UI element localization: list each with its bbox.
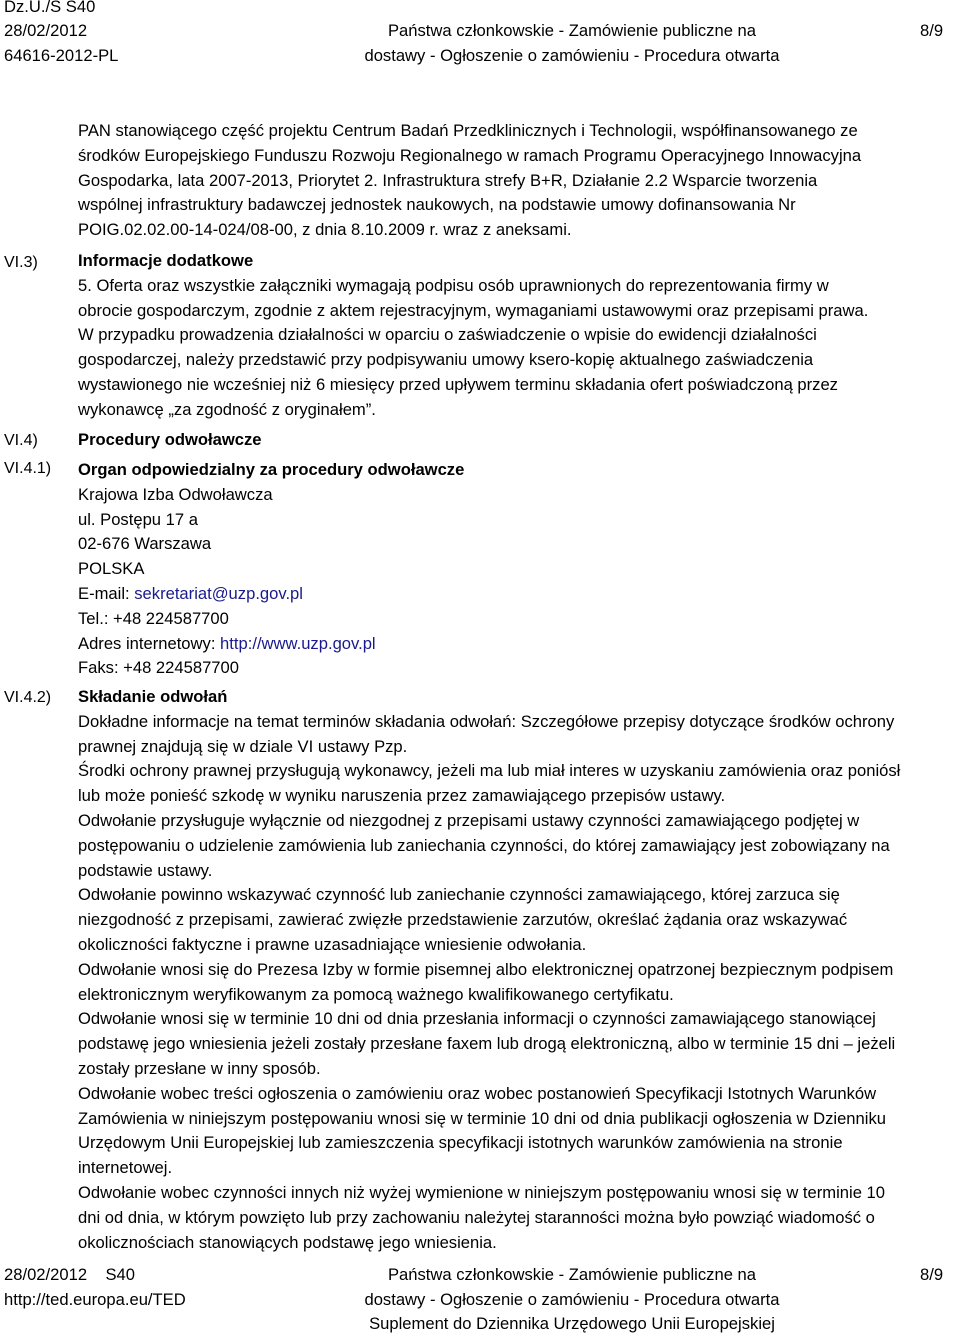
- phone: Tel.: +48 224587700: [78, 608, 229, 628]
- fax: Faks: +48 224587700: [78, 658, 239, 678]
- intro-paragraph: [78, 119, 958, 243]
- text-line: W przypadku prowadzenia działalności w oparciu o zaświadczenie o wpisie do ewidencji działalności: [78, 325, 817, 345]
- text-line: podstawie ustawy.: [78, 860, 213, 880]
- footer-title-line3: Suplement do Dziennika Urzędowego Unii Europejskiej: [369, 1314, 775, 1333]
- text-line: Odwołanie wobec treści ogłoszenia o zamówieniu oraz wobec postanowień Specyfikacji Istotnych Warunków: [78, 1083, 877, 1103]
- text-line: Środki ochrony prawnej przysługują wykonawcy, jeżeli ma lub miał interes w uzyskaniu zamówienia oraz poniósł: [78, 761, 901, 781]
- section-vi41: [78, 458, 958, 681]
- section-vi3: [78, 249, 958, 423]
- section-heading: Składanie odwołań: [78, 687, 228, 706]
- text-line: prawnej znajdują się w dziale VI ustawy Pzp.: [78, 736, 408, 756]
- text-line: Odwołanie wnosi się do Prezesa Izby w formie pisemnej albo elektronicznej opatrzonej bezpiecznym podpisem: [78, 959, 894, 979]
- section-vi42: [78, 685, 958, 1255]
- header-title-line2: dostawy - Ogłoszenie o zamówieniu - Procedura otwarta: [364, 46, 780, 65]
- text-line: internetowej.: [78, 1158, 173, 1178]
- intro-line: wspólnej infrastruktury badawczej jednostek naukowych, na podstawie umowy dofinansowania Nr: [78, 195, 796, 215]
- text-line: Dokładne informacje na temat terminów składania odwołań: Szczegółowe przepisy dotyczące środków ochrony: [78, 711, 895, 731]
- text-line: postępowaniu o udzielenie zamówienia lub zaniechania czynności, do której zamawiający jest zobowiązany na: [78, 835, 890, 855]
- text-line: okoliczności faktyczne i prawne uzasadniające wniesienie odwołania.: [78, 934, 587, 954]
- street-address: ul. Postępu 17 a: [78, 509, 198, 529]
- text-line: obrocie gospodarczym, zgodnie z aktem rejestracyjnym, wymaganiami ustawowymi oraz przepisami prawa.: [78, 300, 869, 320]
- intro-line: POIG.02.02.00-14-024/08-00, z dnia 8.10.2009 r. wraz z aneksami.: [78, 220, 572, 240]
- footer-date-code: 28/02/2012 S40: [4, 1265, 136, 1284]
- text-line: zostały przesłane w inny sposób.: [78, 1058, 321, 1078]
- email-row: [78, 582, 958, 607]
- text-line: wystawionego nie wcześniej niż 6 miesięcy przed upływem terminu składania ofert poświadczoną przez: [78, 374, 838, 394]
- header-title-line1: Państwa członkowskie - Zamówienie publiczne na: [387, 21, 756, 40]
- text-line: Odwołanie przysługuje wyłącznie od niezgodnej z przepisami ustawy czynności zamawiającego podjętej w: [78, 810, 860, 830]
- footer-title-line1: Państwa członkowskie - Zamówienie publiczne na: [387, 1265, 756, 1284]
- text-line: podstawę jego wniesienia jeżeli zostały przesłane faxem lub drogą elektroniczną, albo w terminie 15 dni – jeżeli: [78, 1034, 896, 1054]
- intro-line: środków Europejskiego Funduszu Rozwoju Regionalnego w ramach Programu Operacyjnego Innowacyjna: [78, 145, 862, 165]
- journal-ref: Dz.U./S S40: [4, 0, 96, 16]
- section-vi4: [78, 428, 958, 453]
- text-line: Urzędowym Unii Europejskiej lub zamieszczenia specyfikacji istotnych warunków zamówienia na stronie: [78, 1133, 843, 1153]
- footer-page-number: 8/9: [920, 1265, 944, 1284]
- web-row: [78, 632, 958, 657]
- text-line: 5. Oferta oraz wszystkie załączniki wymagają podpisu osób uprawnionych do reprezentowania firmy w: [78, 275, 829, 295]
- intro-line: PAN stanowiącego część projektu Centrum Badań Przedklinicznych i Technologii, współfinansowanego ze: [78, 121, 858, 140]
- text-line: okolicznościach stanowiących podstawę jego wniesienia.: [78, 1232, 497, 1252]
- section-number-vi4: VI.4): [4, 432, 38, 449]
- text-line: lub może ponieść szkodę w wyniku naruszenia przez zamawiającego przepisów ustawy.: [78, 786, 726, 806]
- section-number-vi41: VI.4.1): [4, 460, 52, 477]
- text-line: elektronicznym weryfikowanym za pomocą ważnego kwalifikowanego certyfikatu.: [78, 984, 674, 1004]
- text-line: niezgodność z przepisami, zawierać zwięzłe przedstawienie zarzutów, określać żądania oraz wskazywać: [78, 910, 848, 930]
- text-line: Zamówienia w niniejszym postępowaniu wnosi się w terminie 10 dni od dnia publikacji ogłoszenia w Dzienniku: [78, 1108, 886, 1128]
- postal-city: 02-676 Warszawa: [78, 534, 212, 554]
- text-line: Odwołanie wnosi się w terminie 10 dni od dnia przesłania informacji o czynności zamawiającego stanowiącej: [78, 1009, 876, 1029]
- notice-number: 64616-2012-PL: [4, 46, 119, 65]
- section-number-vi42: VI.4.2): [4, 689, 52, 706]
- section-heading: Organ odpowiedzialny za procedury odwoławcze: [78, 460, 465, 479]
- text-line: Odwołanie powinno wskazywać czynność lub zaniechanie czynności zamawiającego, której zarzuca się: [78, 885, 840, 905]
- text-line: gospodarczej, należy przedstawić przy podpisywaniu umowy ksero-kopię aktualnego zaświadczenia: [78, 350, 814, 370]
- intro-line: Gospodarka, lata 2007-2013, Priorytet 2. Infrastruktura strefy B+R, Działanie 2.2 Wsparcie tworzenia: [78, 170, 818, 190]
- header-date: 28/02/2012: [4, 21, 88, 40]
- header-page-number: 8/9: [920, 21, 944, 40]
- organisation-name: Krajowa Izba Odwoławcza: [78, 484, 273, 504]
- section-heading: Procedury odwoławcze: [78, 430, 262, 449]
- web-link[interactable]: http://www.uzp.gov.pl: [220, 633, 376, 653]
- section-heading: Informacje dodatkowe: [78, 251, 254, 270]
- section-number-vi3: VI.3): [4, 254, 38, 271]
- text-line: dni od dnia, w którym powzięto lub przy zachowaniu należytej staranności można było powziąć wiadomość o: [78, 1207, 875, 1227]
- web-label: Adres internetowy:: [78, 633, 221, 653]
- text-line: wykonawcę „za zgodność z oryginałem”.: [78, 399, 376, 419]
- footer-url[interactable]: http://ted.europa.eu/TED: [4, 1290, 186, 1309]
- email-link[interactable]: sekretariat@uzp.gov.pl: [134, 583, 303, 603]
- footer-title-line2: dostawy - Ogłoszenie o zamówieniu - Procedura otwarta: [364, 1290, 780, 1309]
- email-label: E-mail:: [78, 583, 135, 603]
- text-line: Odwołanie wobec czynności innych niż wyżej wymienione w niniejszym postępowaniu wnosi się w terminie 10: [78, 1182, 886, 1202]
- country: POLSKA: [78, 559, 145, 579]
